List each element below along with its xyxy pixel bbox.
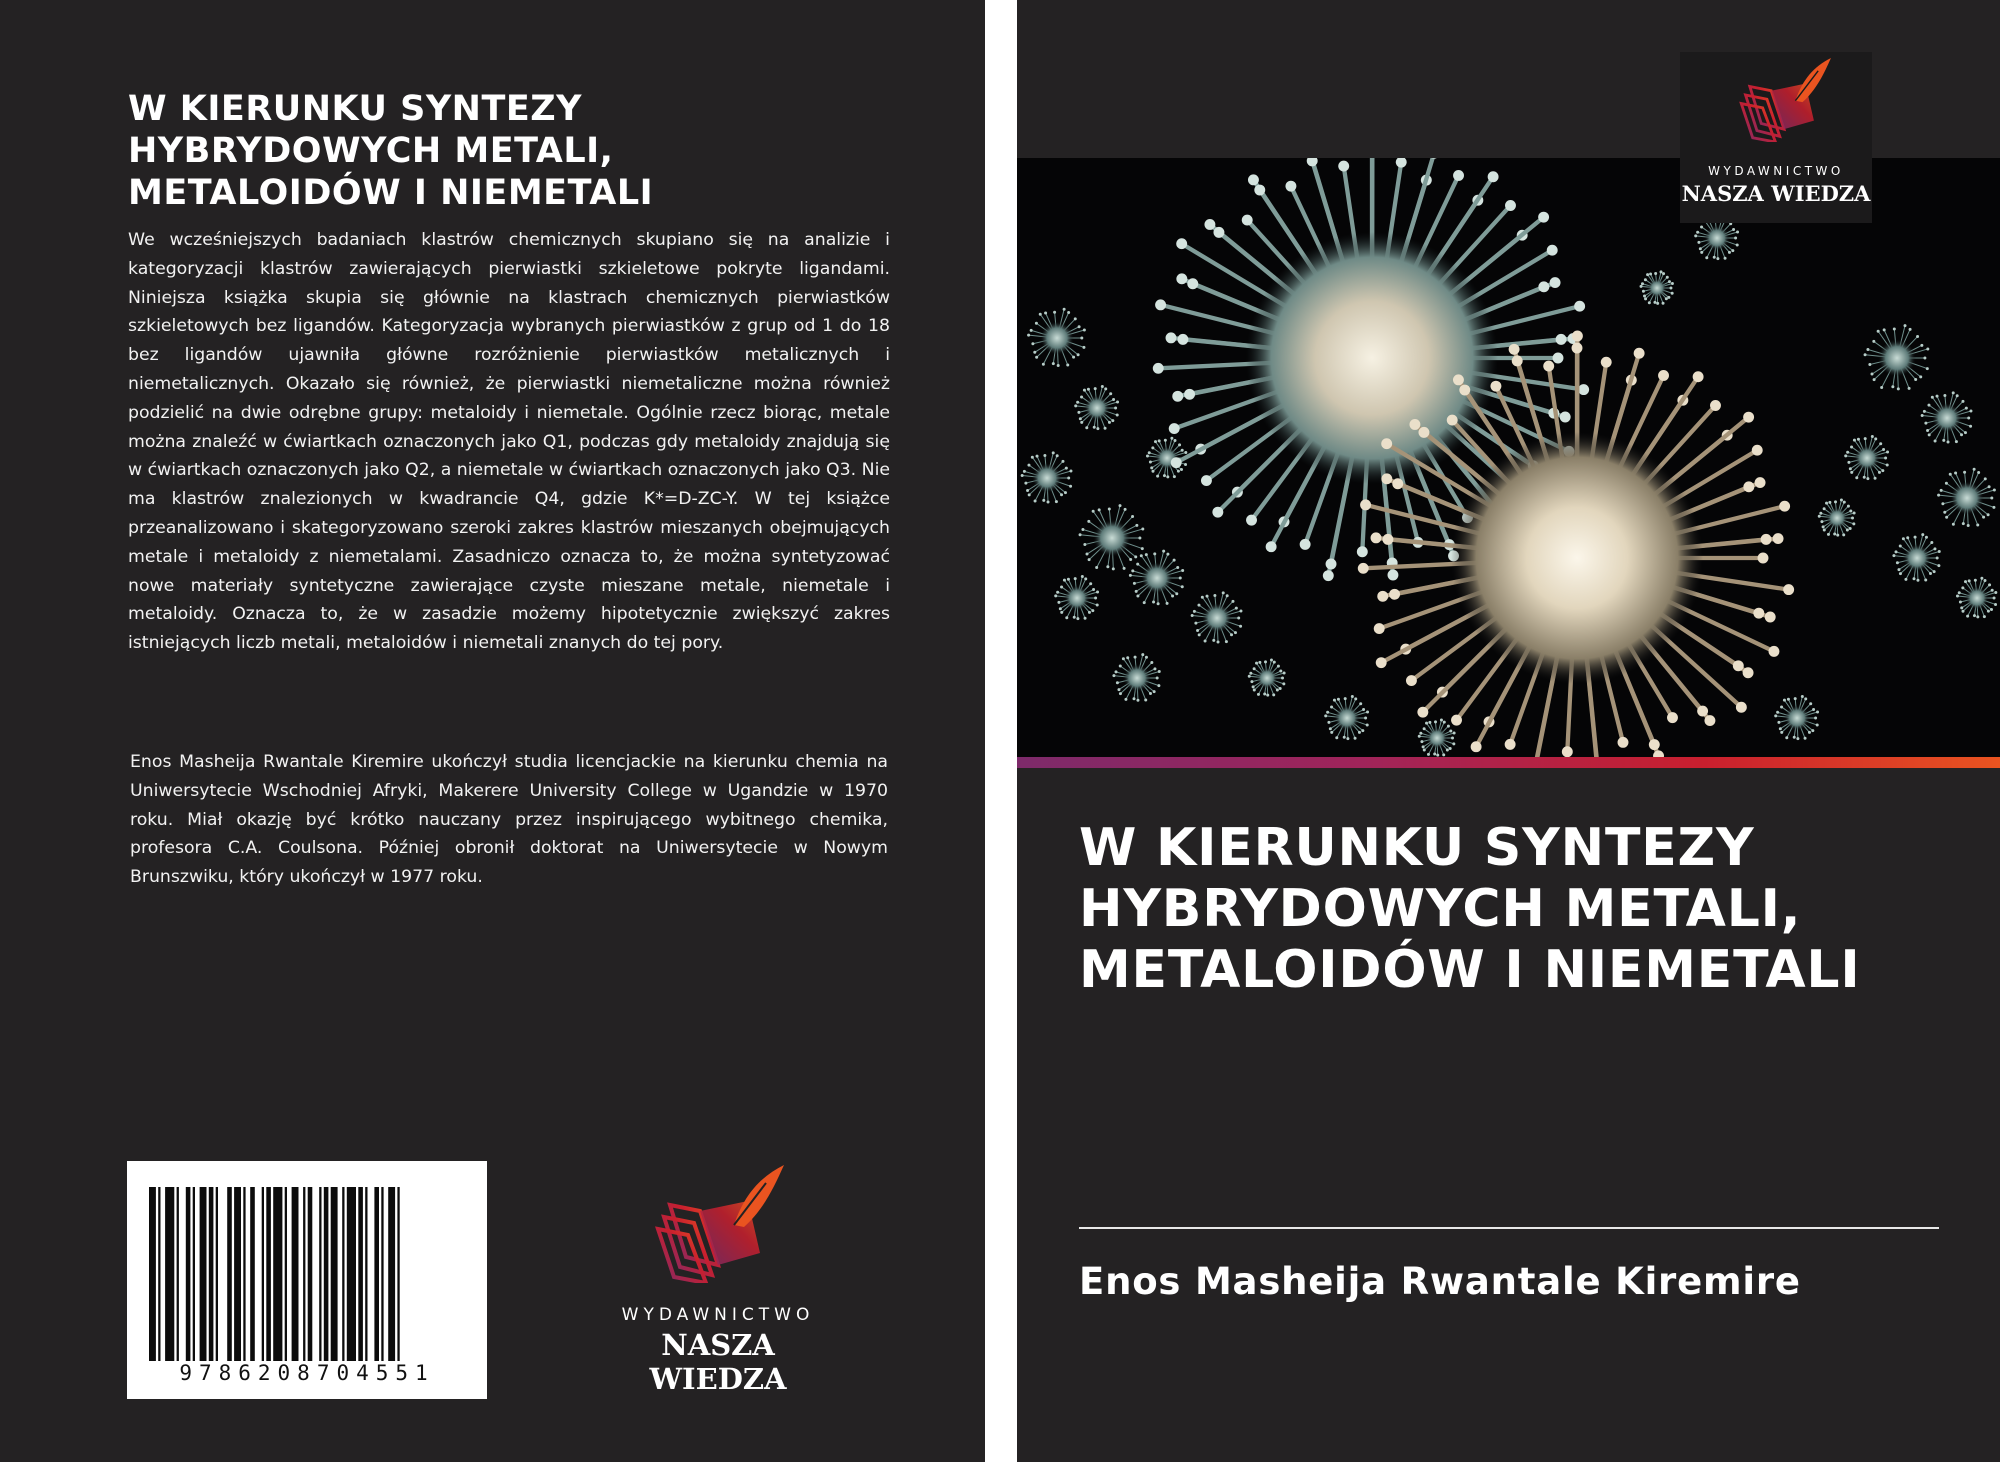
- publisher-line2: NASZA WIEDZA: [1681, 181, 1871, 206]
- small-virus-particle: [1248, 659, 1286, 697]
- small-virus-particle: [1112, 653, 1160, 702]
- small-virus-particle: [1418, 719, 1456, 757]
- barcode-bar: [250, 1187, 255, 1361]
- book-description: We wcześniejszych badaniach klastrów chemicznych skupiano się na analizie i kategoryzacji klastrów zawierających pierwiastki szkieletowe pokryte ligandami. Niniejsza książka skupia się głównie na klastrach chemicznych pierwiastków szkieletowych bez ligandów. Kategoryzacja wybranych pierwiastków z grup od 1 do 18 bez ligandów ujawniła główne rozróżnienie pierwiastków metalicznych i niemetalicznych. Okazało się również, że pierwiastki niemetaliczne można również podzielić na dwie odrębne grupy: metaloidy i niemetale. Ogólnie rzecz biorąc, metale można znaleźć w ćwiartkach oznaczonych jako Q1, podczas gdy metaloidy znajdują się w ćwiartkach oznaczonych jako Q2, a niemetale w ćwiartkach oznaczonych jako Q3. Nie ma klastrów znalezionych w kwadrancie Q4, gdzie K*=D-ZC-Y. W tej książce przeanalizowano i skategoryzowano szeroki zakres klastrów mieszanych obejmujących metale i metaloidy z niemetalami. Zasadniczo oznacza to, że można syntetyzować nowe materiały syntetyczne zawierające czyste mieszane metale, niemetale i metaloidy. Oznacza to, że w zasadzie możemy hipotetycznie zwiększyć zakres istniejących liczb metali, metaloidów i niemetali znanych do tej pory.: [128, 230, 890, 654]
- small-virus-particle: [1640, 270, 1674, 305]
- back-title-line: METALOIDÓW I NIEMETALI: [128, 173, 654, 213]
- barcode-bar: [381, 1187, 383, 1361]
- small-virus-particle: [1818, 499, 1856, 537]
- barcode-bar: [285, 1187, 287, 1361]
- barcode-bar: [303, 1187, 305, 1361]
- small-virus-particle: [1027, 308, 1086, 367]
- isbn-number: 9786208704551: [179, 1361, 435, 1385]
- small-virus-particle: [1074, 385, 1119, 430]
- barcode-bar: [262, 1187, 264, 1361]
- large-particles: [1153, 158, 1794, 758]
- barcode-bar: [177, 1187, 179, 1361]
- publisher-logo-front: [1680, 52, 1872, 223]
- small-virus-particle: [1921, 391, 1973, 443]
- barcode-bar: [388, 1187, 395, 1361]
- small-virus-particle: [1146, 437, 1187, 479]
- publisher-line1: WYDAWNICTWO: [1708, 164, 1844, 178]
- barcode-bar: [365, 1187, 367, 1361]
- barcode-bar: [347, 1187, 356, 1361]
- open-book-with-quill-icon: [648, 1165, 788, 1283]
- back-title-line: HYBRYDOWYCH METALI,: [128, 131, 614, 171]
- barcode-bar: [243, 1187, 245, 1361]
- barcode-bar: [193, 1187, 195, 1361]
- barcode-bar: [200, 1187, 207, 1361]
- barcode-bar: [165, 1187, 174, 1361]
- small-virus-particle: [1191, 591, 1243, 643]
- barcode-bar: [186, 1187, 191, 1361]
- barcode-bar: [209, 1187, 214, 1361]
- front-cover-title: [1079, 818, 1979, 1001]
- barcode-bar: [158, 1187, 160, 1361]
- front-title-line: HYBRYDOWYCH METALI,: [1079, 879, 1802, 939]
- isbn-barcode: [127, 1161, 487, 1399]
- back-cover: [0, 0, 985, 1462]
- barcode-bar: [308, 1187, 313, 1361]
- barcode-bar: [266, 1187, 271, 1361]
- back-title-line: W KIERUNKU SYNTEZY: [128, 89, 582, 129]
- barcode-bar: [319, 1187, 321, 1361]
- barcode-bar: [216, 1187, 218, 1361]
- author-biography: Enos Masheija Rwantale Kiremire ukończył studia licencjackie na kierunku chemia na Uniwersytecie Wschodniej Afryki, Makerere University College w Ugandzie w 1970 roku. Miał okazję być krótko nauczany przez inspirującego wybitnego chemika, profesora C.A. Coulsona. Później obronił doktorat na Uniwersytecie w Nowym Brunszwiku, który ukończył w 1977 roku.: [130, 752, 888, 888]
- barcode-bar: [397, 1187, 399, 1361]
- small-virus-particle: [1956, 577, 1997, 619]
- barcode-bar: [234, 1187, 241, 1361]
- barcode-bar: [292, 1187, 299, 1361]
- virus-particles-illustration: [1017, 158, 2000, 758]
- open-book-with-quill-icon: [1734, 58, 1834, 142]
- small-virus-particle: [1892, 533, 1940, 582]
- barcode-bar: [227, 1187, 232, 1361]
- barcode-bar: [324, 1187, 329, 1361]
- front-title-line: METALOIDÓW I NIEMETALI: [1079, 940, 1861, 1000]
- author-name: Enos Masheija Rwantale Kiremire: [1079, 1260, 1801, 1303]
- cover-illustration: [1017, 158, 2000, 758]
- publisher-line1: WYDAWNICTWO: [621, 1305, 815, 1325]
- small-virus-particle: [1864, 324, 1930, 390]
- front-cover: [1017, 0, 2000, 1462]
- front-title-line: W KIERUNKU SYNTEZY: [1079, 818, 1755, 878]
- barcode-bar: [331, 1187, 338, 1361]
- barcode-bar: [149, 1187, 156, 1361]
- barcode-bars: [127, 1161, 487, 1361]
- small-virus-particle: [1844, 435, 1889, 480]
- small-virus-particle: [1129, 550, 1184, 606]
- barcode-bar: [358, 1187, 363, 1361]
- small-virus-particle: [1079, 504, 1145, 570]
- small-virus-particle: [1324, 695, 1369, 740]
- publisher-line2: NASZA WIEDZA: [649, 1328, 787, 1396]
- small-virus-particle: [1021, 451, 1073, 503]
- divider-line: [1079, 1227, 1939, 1229]
- barcode-bar: [342, 1187, 344, 1361]
- back-cover-title: [128, 88, 848, 214]
- small-virus-particle: [1937, 468, 1996, 527]
- small-virus-particle: [1054, 575, 1099, 620]
- publisher-logo-back: [588, 1165, 848, 1396]
- small-virus-particle: [1774, 695, 1819, 740]
- barcode-bar: [273, 1187, 282, 1361]
- color-band: [1017, 757, 2000, 768]
- barcode-bar: [374, 1187, 379, 1361]
